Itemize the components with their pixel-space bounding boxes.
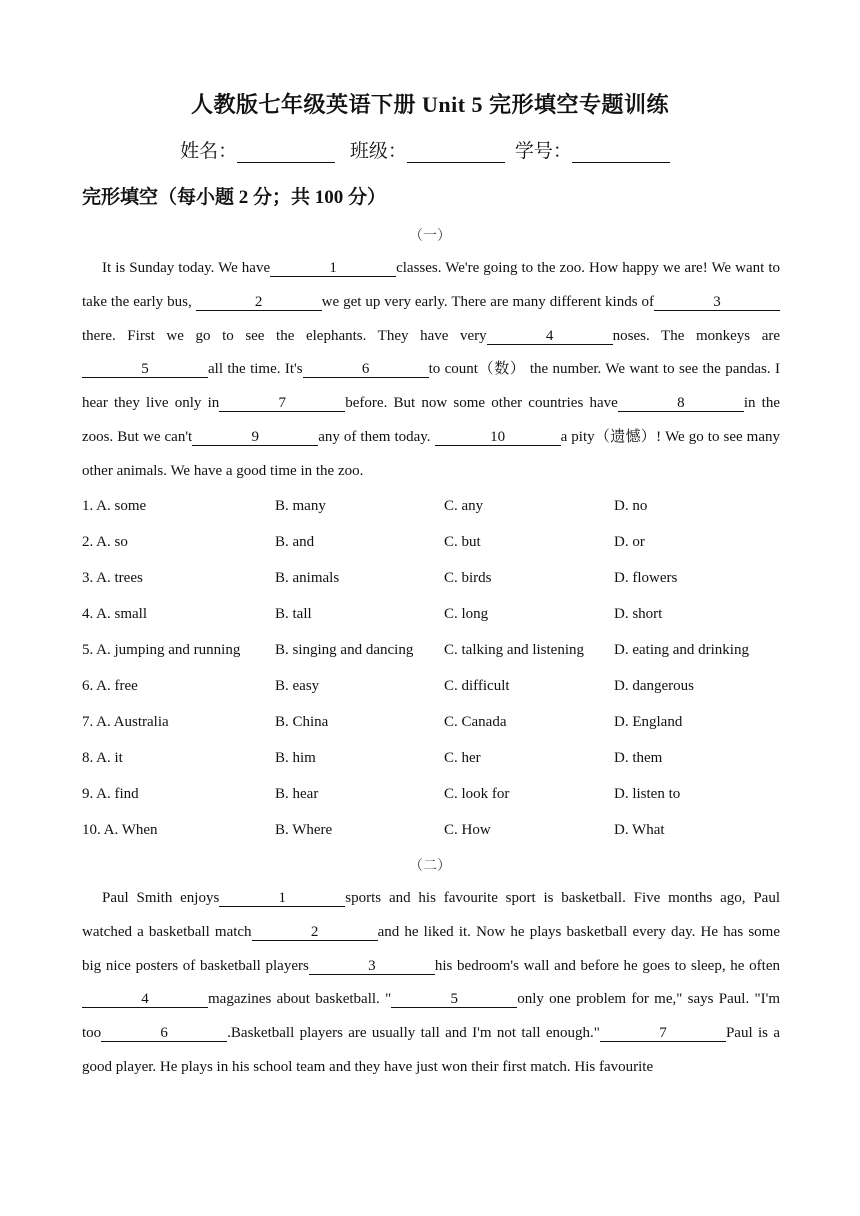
passage-text: and he liked it. Now he plays basketball every day. He has some big nice posters of basketball players — [82, 923, 780, 974]
option-a[interactable]: 7. A. Australia — [82, 714, 169, 730]
blank-5[interactable]: 5 — [82, 362, 208, 378]
option-b[interactable]: B. singing and dancing — [275, 642, 414, 658]
option-a[interactable]: 4. A. small — [82, 606, 148, 622]
blank-4[interactable]: 4 — [487, 329, 613, 345]
option-b[interactable]: B. tall — [275, 606, 312, 622]
passage-text: in the zoos. But we can't — [82, 395, 781, 445]
class-label: 班级： — [349, 141, 407, 162]
option-d[interactable]: D. eating and drinking — [614, 642, 749, 658]
option-d[interactable]: D. listen to — [614, 786, 681, 802]
option-d[interactable]: D. them — [614, 750, 663, 766]
question-8-options — [82, 750, 782, 786]
option-b[interactable]: B. animals — [275, 570, 340, 586]
option-b[interactable]: B. Where — [275, 822, 333, 838]
passage-text: to count（数） the number. We want to see the pandas. I hear they live only in — [82, 361, 780, 412]
option-d[interactable]: D. flowers — [614, 570, 678, 586]
option-a[interactable]: 1. A. some — [82, 498, 147, 514]
blank-2[interactable]: 2 — [252, 925, 378, 941]
passage-one — [82, 252, 780, 489]
question-5-options — [82, 642, 782, 678]
option-b[interactable]: B. China — [275, 714, 329, 730]
question-2-options — [82, 534, 782, 570]
option-a[interactable]: 8. A. it — [82, 750, 123, 766]
passage-text: magazines about basketball. " — [208, 991, 392, 1008]
passage-text: .Basketball players are usually tall and I'm not tall enough." — [227, 1025, 600, 1042]
option-d[interactable]: D. England — [614, 714, 683, 730]
passage-text: It is Sunday today. We have — [102, 260, 271, 276]
option-c[interactable]: C. long — [444, 606, 489, 622]
blank-6[interactable]: 6 — [303, 362, 429, 378]
option-c[interactable]: C. Canada — [444, 714, 507, 730]
passage-text: there. First we go to see the elephants. They have very — [82, 327, 487, 344]
option-b[interactable]: B. many — [275, 498, 326, 514]
option-d[interactable]: D. or — [614, 534, 645, 550]
option-d[interactable]: D. no — [614, 498, 648, 514]
passage-text: only one problem for me," says Paul. "I'm too — [82, 991, 780, 1042]
option-b[interactable]: B. him — [275, 750, 316, 766]
blank-7[interactable]: 7 — [219, 396, 345, 412]
question-9-options — [82, 786, 782, 822]
blank-9[interactable]: 9 — [192, 430, 318, 446]
question-6-options — [82, 678, 782, 714]
question-1-options — [82, 498, 782, 534]
blank-3[interactable]: 3 — [309, 959, 435, 975]
part-two-label: （二） — [409, 859, 451, 874]
blank-4[interactable]: 4 — [82, 992, 208, 1008]
class-blank[interactable] — [407, 144, 505, 163]
blank-1[interactable]: 1 — [270, 261, 396, 277]
option-c[interactable]: C. any — [444, 498, 484, 514]
option-c[interactable]: C. but — [444, 534, 481, 550]
blank-3[interactable]: 3 — [654, 295, 780, 311]
part-one-label: （一） — [409, 229, 451, 244]
option-a[interactable]: 3. A. trees — [82, 570, 143, 586]
passage-text: classes. We're going to the zoo. How happy we are! We want to take the early bus, — [82, 260, 780, 310]
option-d[interactable]: D. short — [614, 606, 663, 622]
blank-6[interactable]: 6 — [101, 1026, 227, 1042]
question-10-options — [82, 822, 782, 858]
blank-5[interactable]: 5 — [391, 992, 517, 1008]
passage-one-text — [82, 252, 780, 489]
section-title: 完形填空（每小题 2 分；共 100 分） — [82, 187, 387, 208]
option-b[interactable]: B. easy — [275, 678, 320, 694]
question-3-options — [82, 570, 782, 606]
option-c[interactable]: C. her — [444, 750, 481, 766]
blank-8[interactable]: 8 — [618, 396, 744, 412]
question-7-options — [82, 714, 782, 750]
option-c[interactable]: C. look for — [444, 786, 510, 802]
name-blank[interactable] — [237, 144, 335, 163]
passage-two-text — [82, 882, 780, 1085]
id-label: 学号： — [514, 141, 572, 162]
passage-text: we get up very early. There are many different kinds of — [321, 293, 655, 310]
question-4-options — [82, 606, 782, 642]
option-c[interactable]: C. How — [444, 822, 491, 838]
blank-1[interactable]: 1 — [219, 891, 345, 907]
blank-2[interactable]: 2 — [196, 295, 322, 311]
option-d[interactable]: D. What — [614, 822, 665, 838]
name-label: 姓名： — [180, 141, 238, 162]
option-b[interactable]: B. hear — [275, 786, 319, 802]
passage-text: all the time. It's — [208, 361, 303, 378]
passage-text: sports and his favourite sport is basketball. Five months ago, Paul watched a basketball match — [82, 890, 780, 940]
option-a[interactable]: 2. A. so — [82, 534, 128, 550]
passage-text: before. But now some other countries have — [345, 395, 618, 412]
option-c[interactable]: C. difficult — [444, 678, 510, 694]
options-list — [82, 498, 782, 858]
blank-10[interactable]: 10 — [435, 430, 561, 446]
page-title: 人教版七年级英语下册 Unit 5 完形填空专题训练 — [190, 92, 670, 117]
blank-7[interactable]: 7 — [600, 1026, 726, 1042]
student-info-row — [0, 136, 860, 163]
option-a[interactable]: 10. A. When — [82, 822, 158, 838]
passage-text: any of them today. — [318, 428, 435, 445]
passage-two — [82, 882, 780, 1085]
passage-text: Paul is a good player. He plays in his school team and they have just won their first match. His favourite — [82, 1025, 780, 1075]
option-a[interactable]: 5. A. jumping and running — [82, 642, 241, 658]
id-blank[interactable] — [572, 144, 670, 163]
option-d[interactable]: D. dangerous — [614, 678, 694, 694]
option-a[interactable]: 6. A. free — [82, 678, 138, 694]
option-c[interactable]: C. talking and listening — [444, 642, 584, 658]
option-c[interactable]: C. birds — [444, 570, 492, 586]
passage-text: noses. The monkeys are — [612, 327, 780, 344]
passage-text: Paul Smith enjoys — [102, 890, 220, 906]
passage-text: his bedroom's wall and before he goes to sleep, he often — [434, 957, 780, 974]
option-a[interactable]: 9. A. find — [82, 786, 139, 802]
passage-text: a pity（遗憾）! We go to see many other animals. We have a good time in the zoo. — [82, 428, 781, 479]
option-b[interactable]: B. and — [275, 534, 315, 550]
